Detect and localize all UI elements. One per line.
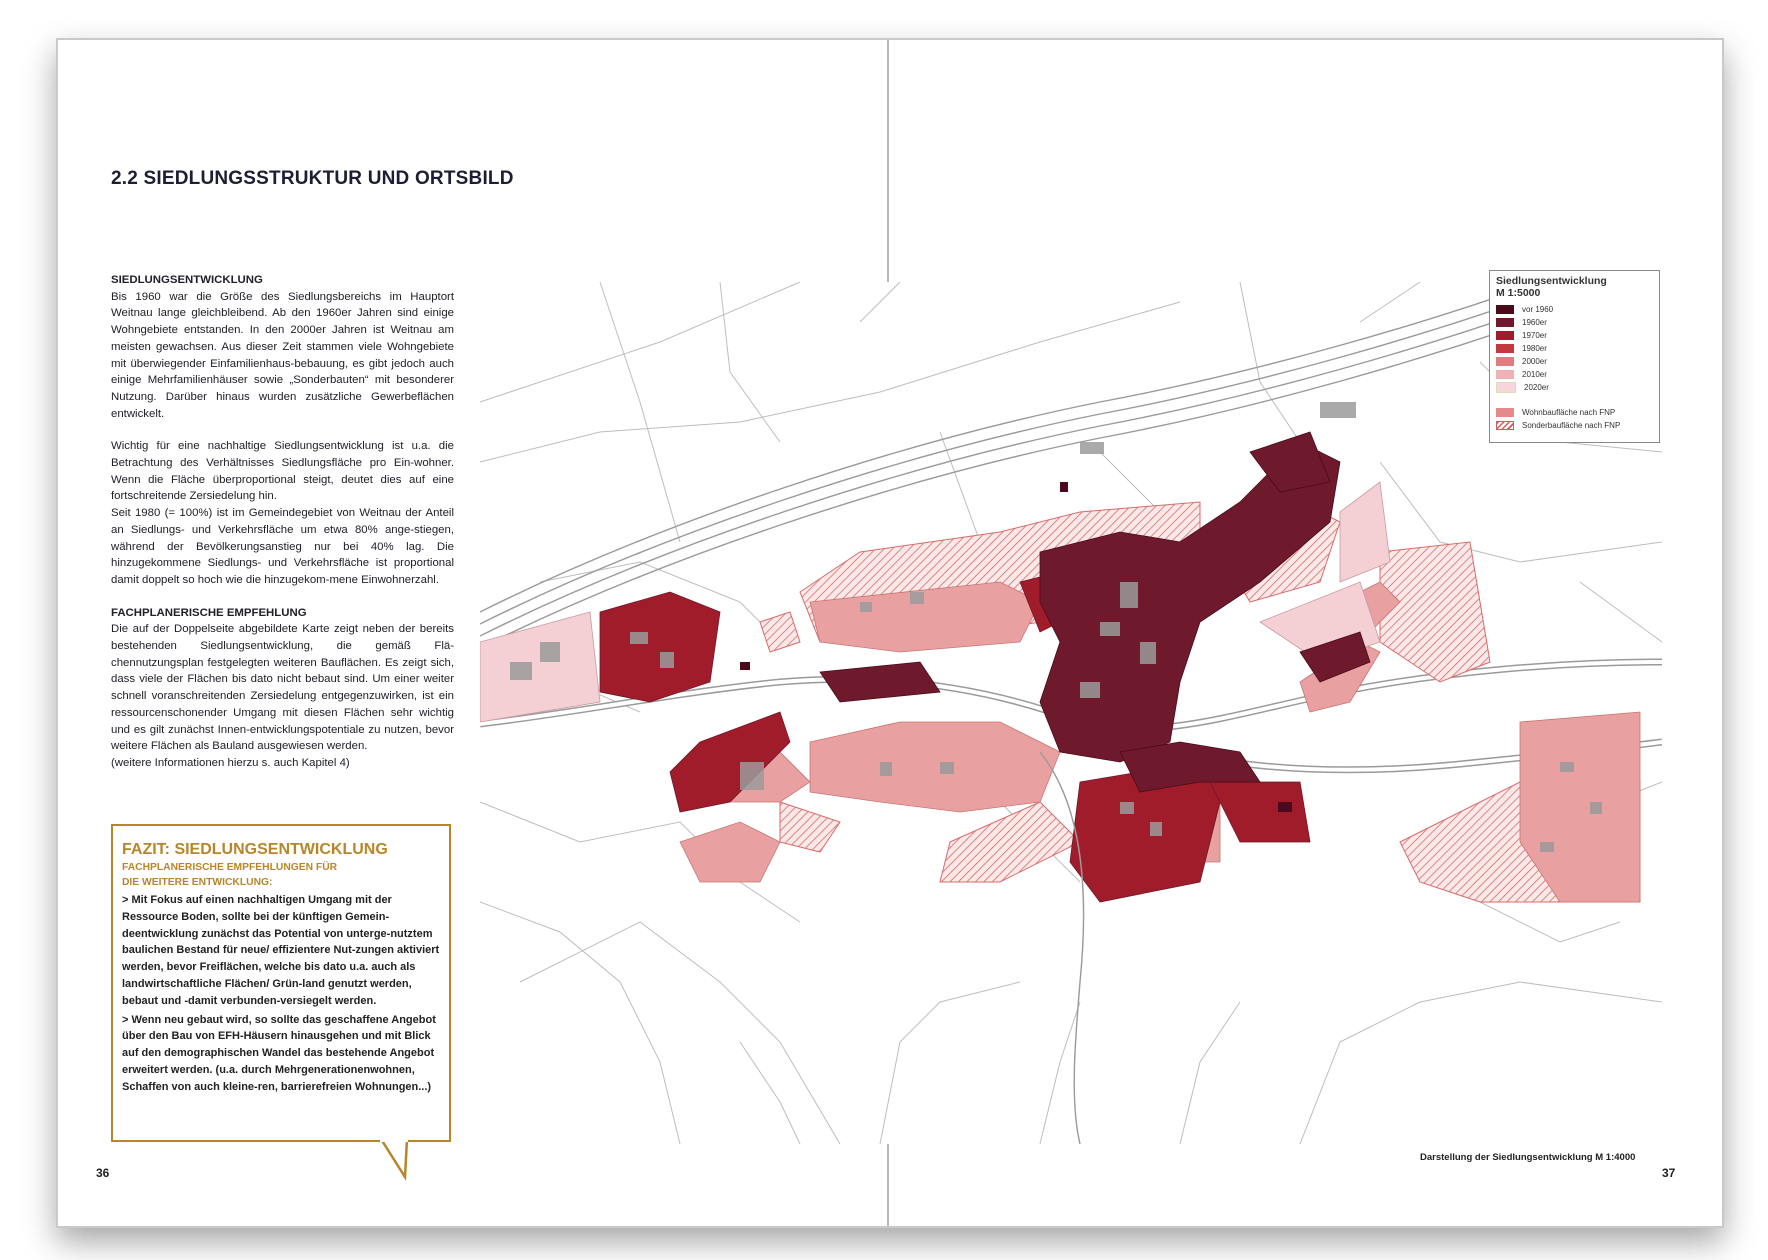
legend-item-vor-1960: vor 1960	[1496, 303, 1653, 316]
legend-swatch	[1496, 344, 1514, 353]
legend-swatch	[1496, 318, 1514, 327]
callout-point-2: > Wenn neu gebaut wird, so sollte das geschaffene Angebot über den Bau von EFH-Häusern hinausgehen und mit Blick auf den demographischen Wandel das bestehende Angebot erweitert werden. (u.a. durch Mehrgenerationenwohnen, Schaffen von auch kleine-ren, barrierefreien Wohnungen...)	[122, 1013, 436, 1093]
legend-item-sonderbauflaeche: Sonderbaufläche nach FNP	[1496, 419, 1653, 432]
callout-point-1: > Mit Fokus auf einen nachhaltigen Umgang mit der Ressource Boden, sollte bei der künftigen Gemein-deentwicklung zunächst das Potential von unterge-nutztem baulichen Bestand für neue/ effizientere Nut-zungen aktiviert werden, bevor Freiflächen, welche bis dato u.a. auch als landwirtschaftliche Flächen/ Grün-land genutzt werden, bebaut und -damit verbunden-versiegelt werden.	[122, 894, 440, 1007]
page-title: 2.2 SIEDLUNGSSTRUKTUR UND ORTSBILD	[111, 168, 514, 189]
section-heading-siedlungsentwicklung: SIEDLUNGSENTWICKLUNG	[111, 274, 263, 286]
section1-paragraph-2: Wichtig für eine nachhaltige Siedlungsentwicklung ist u.a. die Betrachtung des Verhältnisses Siedlungsfläche pro Ein-wohner. Wenn die Fläche überproportional steigt, deutet dies auf eine fortschreitende Zersiedelung hin.	[111, 440, 454, 503]
legend-item-2020er: 2020er	[1496, 381, 1653, 394]
section2-paragraph-1: Die auf der Doppelseite abgebildete Karte zeigt neben der bereits bestehenden Siedlungsentwicklung, die gemäß Flä-chennutzungsplan festgelegten weiteren Bauflächen. Es zeigt sich, dass viele der Flächen bis dato nicht bebaut sind. Um einer weiter schnell voranschreitenden Zersiedelung entgegenzuwirken, ist ein ressourcenschonender Umgang mit diesen Flächen sehr wichtig und es gilt zunächst Innen-entwicklungspotentiale zu nutzen, bevor weitere Flächen als Bauland ausgewiesen werden.	[111, 623, 454, 753]
legend-item-1960er: 1960er	[1496, 316, 1653, 329]
legend-swatch	[1496, 357, 1514, 366]
legend-swatch	[1496, 331, 1514, 340]
left-page-number: 36	[96, 1166, 110, 1180]
legend-scale: M 1:5000	[1496, 287, 1541, 299]
callout-heading: FAZIT: SIEDLUNGSENTWICKLUNG	[122, 841, 388, 858]
fazit-callout-box	[111, 824, 451, 1142]
legend-item-2000er: 2000er	[1496, 355, 1653, 368]
map-legend	[1489, 270, 1660, 443]
map-caption: Darstellung der Siedlungsentwicklung M 1:4000	[1420, 1152, 1636, 1163]
callout-tail-icon	[379, 1139, 409, 1181]
right-page-number: 37	[1662, 1166, 1676, 1180]
legend-item-2010er: 2010er	[1496, 368, 1653, 381]
callout-subheading-2: DIE WEITERE ENTWICKLUNG:	[122, 877, 273, 888]
settlement-map	[480, 282, 1662, 1144]
legend-swatch	[1496, 305, 1514, 314]
callout-subheading-1: FACHPLANERISCHE EMPFEHLUNGEN FÜR	[122, 862, 338, 873]
legend-swatch	[1496, 408, 1514, 417]
legend-swatch	[1496, 382, 1516, 393]
section1-paragraph-1: Bis 1960 war die Größe des Siedlungsbereichs im Hauptort Weitnau lange gleichbleibend. Ab den 1960er Jahren sind einige Wohngebiete entstanden. In den 2000er Jahren ist Weitnau am meisten gewachsen. Aus dieser Zeit stammen viele Wohngebiete mit überwiegender Einfamilienhaus-bebauung, es gibt jedoch auch einige Mehrfamilienhäuser sowie „Sonderbauten“ mit besonderer Nutzung. Darüber hinaus wurden zusätzliche Gewerbeflächen entwickelt.	[111, 290, 454, 420]
legend-title: Siedlungsentwicklung	[1496, 275, 1607, 287]
section-heading-empfehlung: FACHPLANERISCHE EMPFEHLUNG	[111, 606, 307, 619]
legend-swatch	[1496, 370, 1514, 379]
legend-hatch-swatch	[1496, 421, 1514, 430]
legend-item-1980er: 1980er	[1496, 342, 1653, 355]
legend-item-wohnbauflaeche: Wohnbaufläche nach FNP	[1496, 406, 1653, 419]
section1-paragraph-3: Seit 1980 (= 100%) ist im Gemeindegebiet von Weitnau der Anteil an Siedlungs- und Verkehrsfläche um etwa 80% ange-stiegen, während der Bevölkerungsanstieg nur bei 40% lag. Die hinzugekommene Siedlungs- und Verkehrsfläche ist proportional damit doppelt so hoch wie die hinzugekom-mene Einwohnerzahl.	[111, 507, 454, 586]
legend-item-1970er: 1970er	[1496, 329, 1653, 342]
section2-paragraph-2: (weitere Informationen hierzu s. auch Kapitel 4)	[111, 756, 350, 769]
left-text-column	[111, 272, 454, 772]
